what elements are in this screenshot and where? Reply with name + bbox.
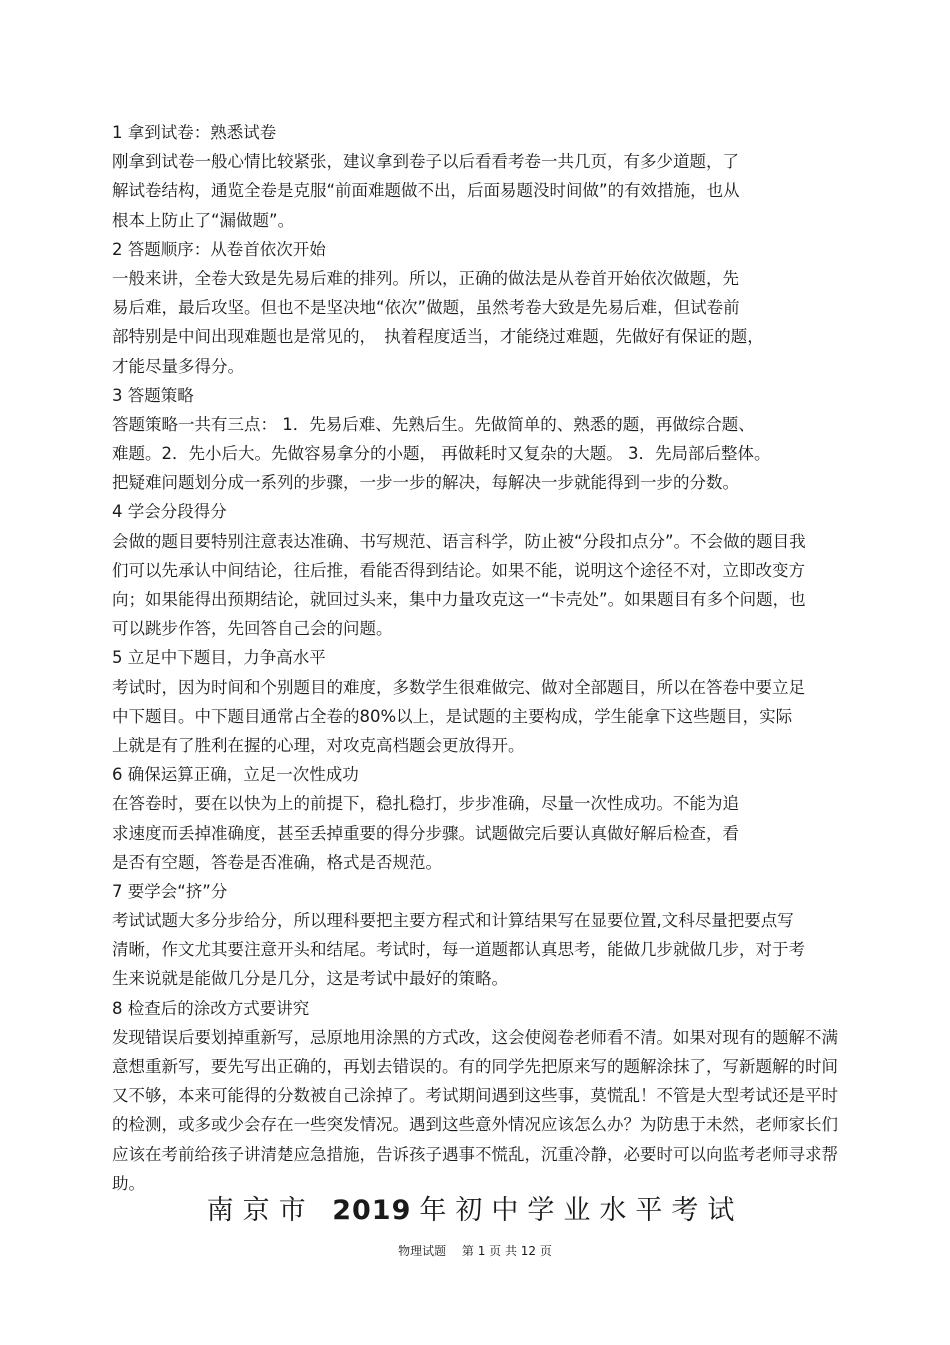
text-line: 难题。2．先小后大。先做容易拿分的小题， 再做耗时又复杂的大题。 3．先局部后整体。 — [112, 444, 771, 464]
text-line: 考试时，因为时间和个别题目的难度，多数学生很难做完、做对全部题目，所以在答卷中要立足 — [112, 677, 805, 697]
exam-title-year: 2019 — [332, 1195, 412, 1226]
text-line: 可以跳步作答，先回答自己会的问题。 — [112, 619, 393, 639]
text-line: 1 拿到试卷：熟悉试卷 — [112, 123, 277, 142]
text-line: 7 要学会“挤”分 — [112, 881, 228, 901]
text-line: 易后难，最后攻坚。但也不是坚决地“依次”做题，虽然考卷大致是先易后难，但试卷前 — [112, 298, 740, 318]
text-line: 8 检查后的涂改方式要讲究 — [112, 998, 310, 1018]
text-line: 2 答题顺序：从卷首依次开始 — [112, 239, 326, 259]
text-line: 考试试题大多分步给分，所以理科要把主要方程式和计算结果写在显要位置,文科尽量把要点写 — [112, 911, 794, 931]
text-line: 部特别是中间出现难题也是常见的， 执着程度适当，才能绕过难题，先做好有保证的题， — [112, 327, 764, 347]
text-line: 刚拿到试卷一般心情比较紧张，建议拿到卷子以后看看考卷一共几页，有多少道题，了 — [112, 152, 739, 172]
text-line: 生来说就是能做几分是几分，这是考试中最好的策略。 — [112, 969, 508, 989]
text-line: 的检测，或多或少会存在一些突发情况。遇到这些意外情况应该怎么办？为防患于未然，老师家长们 — [112, 1115, 838, 1135]
text-line: 发现错误后要划掉重新写，忌原地用涂黑的方式改，这会使阅卷老师看不清。如果对现有的题解不满 — [112, 1027, 838, 1047]
exam-title — [0, 1191, 950, 1231]
text-line: 会做的题目要特别注意表达准确、书写规范、语言科学，防止被“分段扣点分”。不会做的题目我 — [112, 531, 806, 551]
text-line: 6 确保运算正确，立足一次性成功 — [112, 765, 359, 785]
text-line: 才能尽量多得分。 — [112, 356, 244, 376]
text-line: 向；如果能得出预期结论，就回过头来，集中力量攻克这一“卡壳处”。如果题目有多个问题，也 — [112, 590, 806, 609]
text-line: 解试卷结构，通览全卷是克服“前面难题做不出，后面易题没时间做”的有效措施，也从 — [112, 181, 740, 201]
text-line: 是否有空题，答卷是否准确，格式是否规范。 — [112, 852, 442, 872]
exam-title-rest: 年初中学业水平考试 — [419, 1195, 744, 1226]
text-line: 助。 — [112, 1173, 145, 1193]
text-line: 根本上防止了“漏做题”。 — [112, 210, 295, 230]
text-line: 意想重新写，要先写出正确的，再划去错误的。有的同学先把原来写的题解涂抹了，写新题解的时间 — [112, 1057, 838, 1076]
text-line: 3 答题策略 — [112, 385, 194, 405]
text-line: 又不够，本来可能得的分数被自己涂掉了。考试期间遇到这些事，莫慌乱！不管是大型考试还是平时 — [112, 1086, 838, 1106]
text-line: 应该在考前给孩子讲清楚应急措施，告诉孩子遇事不慌乱，沉重冷静，必要时可以向监考老师寻求帮 — [112, 1144, 838, 1164]
body-text — [112, 118, 892, 1198]
text-line: 们可以先承认中间结论，往后推，看能否得到结论。如果不能，说明这个途径不对，立即改变方 — [112, 560, 805, 580]
text-line: 在答卷时，要在以快为上的前提下，稳扎稳打，步步准确，尽量一次性成功。不能为追 — [112, 794, 739, 814]
exam-title-city: 南京市 — [206, 1195, 315, 1226]
text-line: 把疑难问题划分成一系列的步骤，一步一步的解决，每解决一步就能得到一步的分数。 — [112, 473, 739, 493]
text-line: 上就是有了胜利在握的心理，对攻克高档题会更放得开。 — [112, 735, 525, 755]
text-line: 中下题目。中下题目通常占全卷的80%以上，是试题的主要构成，学生能拿下这些题目，实际 — [112, 706, 793, 726]
text-line: 答题策略一共有三点： 1．先易后难、先熟后生。先做简单的、熟悉的题，再做综合题、 — [112, 414, 755, 434]
text-line: 5 立足中下题目，力争高水平 — [112, 648, 326, 668]
page-number-line: 物理试题 第 1 页 共 12 页 — [398, 1244, 552, 1258]
text-line: 求速度而丢掉准确度，甚至丢掉重要的得分步骤。试题做完后要认真做好解后检查，看 — [112, 823, 739, 843]
text-line: 4 学会分段得分 — [112, 502, 227, 522]
text-line: 清晰，作文尤其要注意开头和结尾。考试时，每一道题都认真思考，能做几步就做几步，对于考 — [112, 940, 805, 960]
text-line: 一般来讲，全卷大致是先易后难的排列。所以，正确的做法是从卷首开始依次做题，先 — [112, 268, 739, 288]
